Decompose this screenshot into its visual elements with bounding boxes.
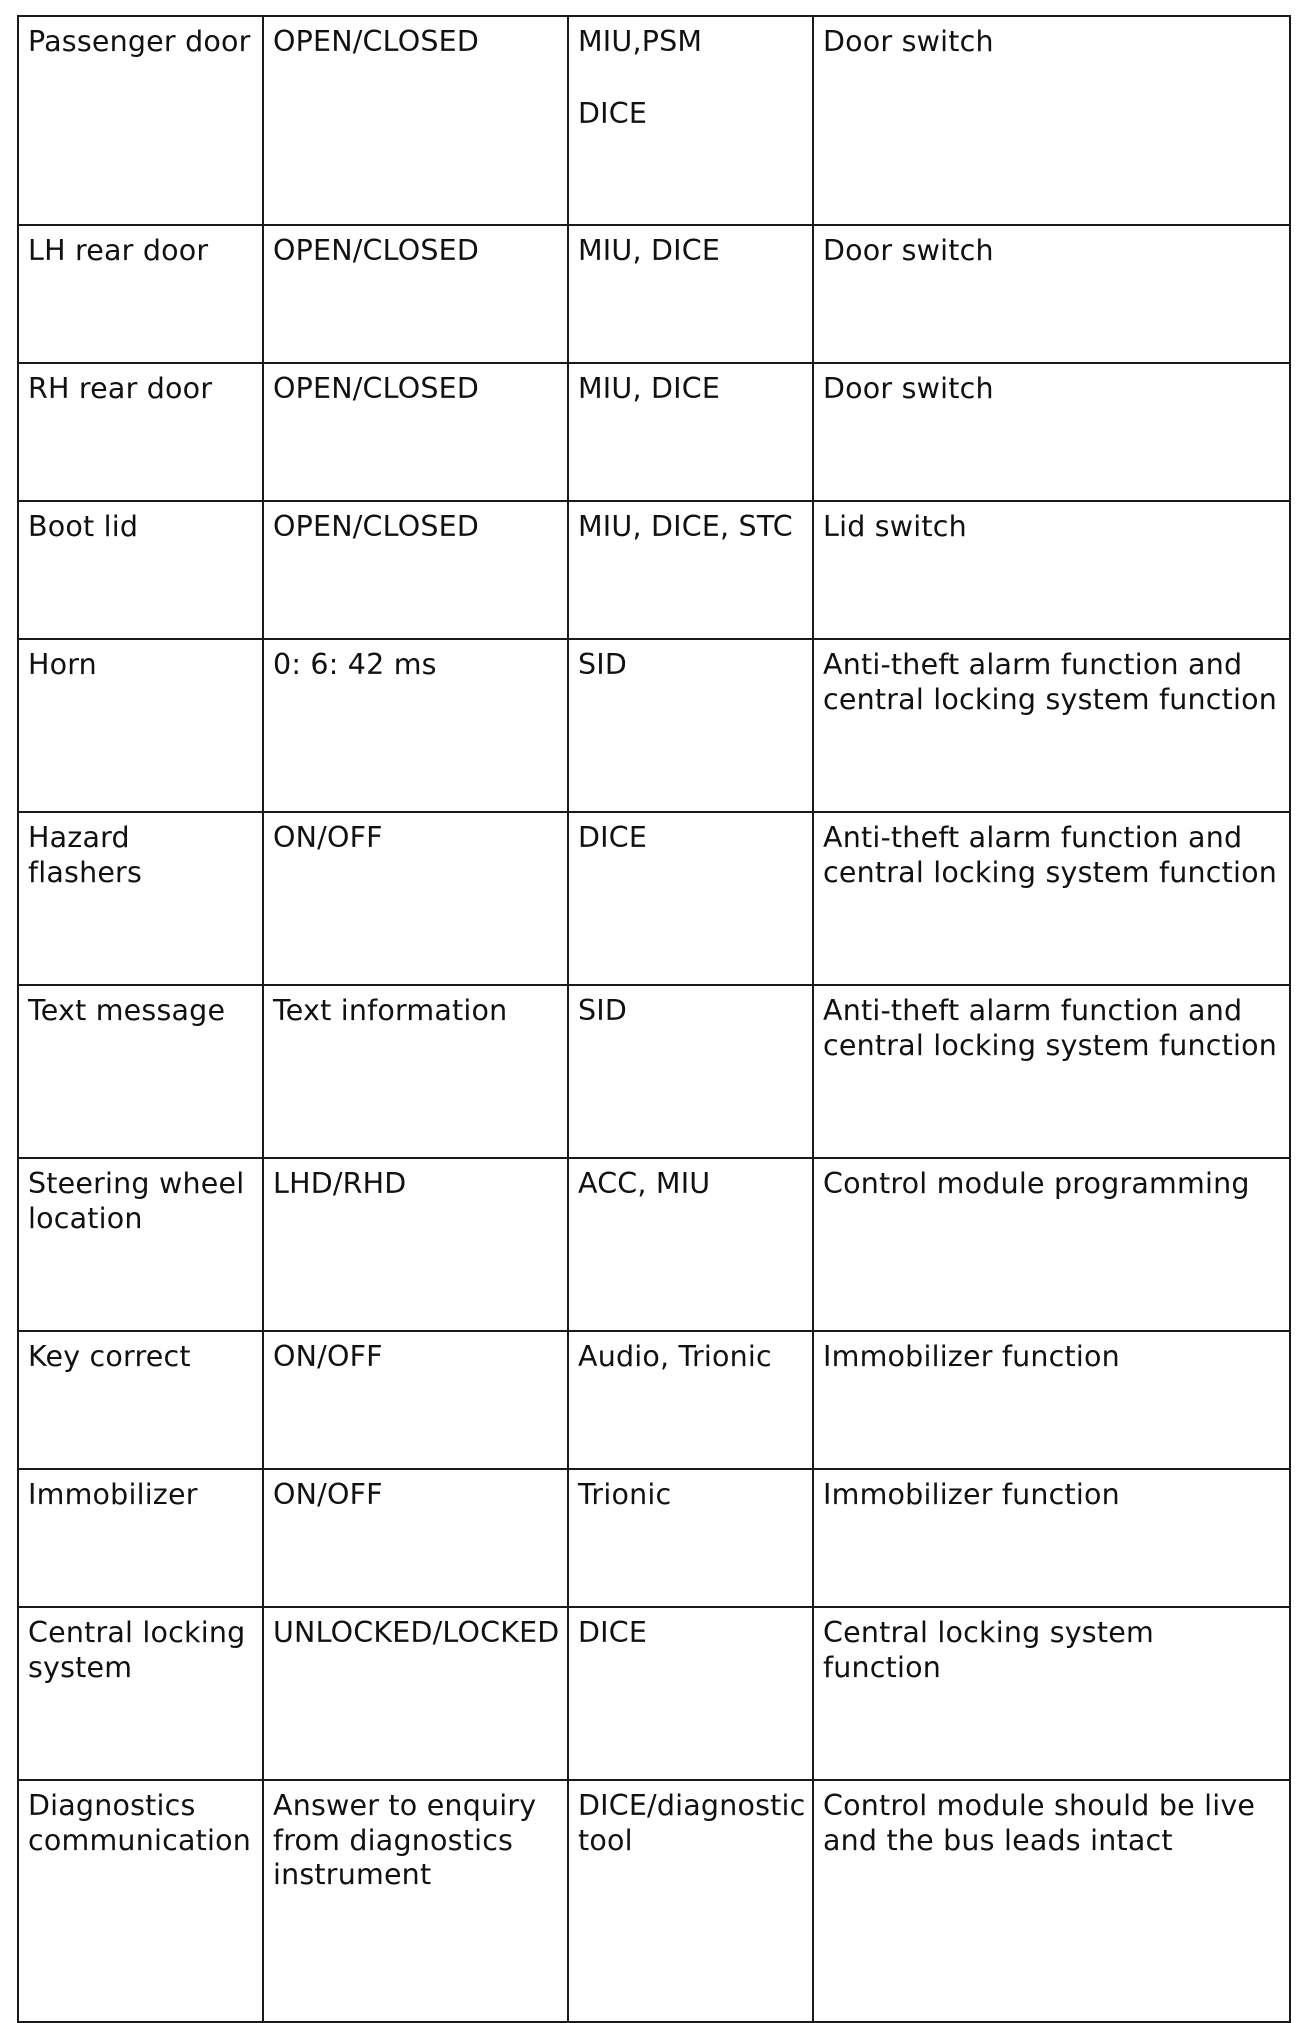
cell-text: Door switch xyxy=(823,25,994,58)
signal-cell xyxy=(18,1331,263,1469)
cell-text: Central locking system function xyxy=(823,1616,1154,1684)
table-row xyxy=(18,1331,1290,1469)
values-cell xyxy=(263,225,568,363)
cell-text: Anti-theft alarm function and xyxy=(823,648,1243,681)
values-cell xyxy=(263,639,568,812)
cell-text: from diagnostics xyxy=(273,1823,514,1857)
table-row xyxy=(18,812,1290,985)
table-row xyxy=(18,1469,1290,1607)
cell-text: tool xyxy=(578,1823,633,1857)
cell-text: Lid switch xyxy=(823,510,967,543)
signal-table xyxy=(17,15,1291,2023)
cell-text: Anti-theft alarm function and xyxy=(823,821,1243,854)
values-cell xyxy=(263,501,568,639)
cell-text: ACC, MIU xyxy=(578,1167,711,1200)
signal-cell xyxy=(18,985,263,1158)
cell-text: ON/OFF xyxy=(273,1478,383,1511)
source-cell xyxy=(813,363,1290,501)
cell-text: central locking system function xyxy=(823,682,1277,716)
source-cell xyxy=(813,985,1290,1158)
cell-text: DICE xyxy=(578,96,648,130)
cell-text: Audio, Trionic xyxy=(578,1340,772,1373)
cell-text: MIU, DICE xyxy=(578,372,721,405)
cell-text: Boot lid xyxy=(28,510,139,543)
cell-text: Trionic xyxy=(578,1478,672,1511)
signal-cell xyxy=(18,812,263,985)
cell-text: Diagnostics xyxy=(28,1789,196,1822)
values-cell xyxy=(263,1331,568,1469)
cell-text: ON/OFF xyxy=(273,1340,383,1373)
table-row xyxy=(18,16,1290,225)
signal-cell xyxy=(18,1780,263,2022)
cell-text: DICE/diagnostic xyxy=(578,1789,806,1822)
source-cell xyxy=(813,16,1290,225)
signal-cell xyxy=(18,639,263,812)
cell-text: communication xyxy=(28,1823,252,1857)
cell-text: Text message xyxy=(28,994,226,1027)
values-cell xyxy=(263,1469,568,1607)
cell-text: DICE xyxy=(578,1616,648,1649)
source-cell xyxy=(813,1780,1290,2022)
cell-text: LHD/RHD xyxy=(273,1167,407,1200)
signal-cell xyxy=(18,363,263,501)
table-row xyxy=(18,225,1290,363)
cell-text: Hazard flashers xyxy=(28,821,143,889)
cell-text: system xyxy=(28,1650,133,1684)
cell-text: Door switch xyxy=(823,372,994,405)
cell-text: MIU, DICE xyxy=(578,234,721,267)
cell-text: UNLOCKED/LOCKED xyxy=(273,1616,560,1649)
source-cell xyxy=(813,1469,1290,1607)
cell-text: DICE xyxy=(578,821,648,854)
nodes-cell xyxy=(568,501,813,639)
cell-text: Door switch xyxy=(823,234,994,267)
source-cell xyxy=(813,812,1290,985)
cell-text: Text information xyxy=(273,994,508,1027)
cell-text: SID xyxy=(578,994,628,1027)
nodes-cell xyxy=(568,1780,813,2022)
source-cell xyxy=(813,501,1290,639)
table-row xyxy=(18,1780,1290,2022)
cell-text: instrument xyxy=(273,1858,432,1891)
table-row xyxy=(18,1158,1290,1331)
table-row xyxy=(18,363,1290,501)
cell-text: OPEN/CLOSED xyxy=(273,510,479,543)
signal-cell xyxy=(18,1158,263,1331)
source-cell xyxy=(813,1158,1290,1331)
cell-text: MIU, DICE, STC xyxy=(578,510,793,543)
cell-text: Steering wheel xyxy=(28,1167,245,1200)
cell-text: ON/OFF xyxy=(273,821,383,854)
cell-text: Immobilizer function xyxy=(823,1340,1120,1373)
nodes-cell xyxy=(568,1607,813,1780)
cell-text: SID xyxy=(578,648,628,681)
cell-text: OPEN/CLOSED xyxy=(273,372,479,405)
cell-text: location xyxy=(28,1201,143,1235)
cell-text: central locking system function xyxy=(823,1028,1277,1062)
cell-text: Control module should be live xyxy=(823,1789,1256,1822)
nodes-cell xyxy=(568,639,813,812)
signal-cell xyxy=(18,501,263,639)
nodes-cell xyxy=(568,1331,813,1469)
nodes-cell xyxy=(568,1158,813,1331)
signal-cell xyxy=(18,16,263,225)
cell-text: Control module programming xyxy=(823,1167,1250,1200)
table-row xyxy=(18,639,1290,812)
cell-text: Horn xyxy=(28,648,97,681)
source-cell xyxy=(813,639,1290,812)
nodes-cell xyxy=(568,16,813,225)
values-cell xyxy=(263,1780,568,2022)
signal-cell xyxy=(18,1607,263,1780)
nodes-cell xyxy=(568,363,813,501)
cell-text: OPEN/CLOSED xyxy=(273,25,479,58)
cell-text: central locking system function xyxy=(823,855,1277,889)
table-row xyxy=(18,1607,1290,1780)
cell-text: 0: 6: 42 ms xyxy=(273,648,437,681)
cell-text: Anti-theft alarm function and xyxy=(823,994,1243,1027)
cell-text: Immobilizer xyxy=(28,1478,198,1511)
cell-text: Central locking xyxy=(28,1616,246,1649)
source-cell xyxy=(813,225,1290,363)
values-cell xyxy=(263,812,568,985)
cell-text: LH rear door xyxy=(28,234,209,267)
values-cell xyxy=(263,1607,568,1780)
cell-text: MIU,PSM xyxy=(578,25,703,58)
cell-text: OPEN/CLOSED xyxy=(273,234,479,267)
source-cell xyxy=(813,1331,1290,1469)
nodes-cell xyxy=(568,225,813,363)
cell-text: RH rear door xyxy=(28,372,213,405)
table-row xyxy=(18,501,1290,639)
signal-cell xyxy=(18,225,263,363)
signal-cell xyxy=(18,1469,263,1607)
cell-text: Answer to enquiry xyxy=(273,1789,537,1822)
nodes-cell xyxy=(568,1469,813,1607)
values-cell xyxy=(263,985,568,1158)
table-row xyxy=(18,985,1290,1158)
values-cell xyxy=(263,16,568,225)
cell-text: and the bus leads intact xyxy=(823,1823,1173,1857)
nodes-cell xyxy=(568,812,813,985)
cell-text: Passenger door xyxy=(28,25,251,58)
source-cell xyxy=(813,1607,1290,1780)
nodes-cell xyxy=(568,985,813,1158)
values-cell xyxy=(263,363,568,501)
cell-text: Immobilizer function xyxy=(823,1478,1120,1511)
cell-text: Key correct xyxy=(28,1340,191,1373)
values-cell xyxy=(263,1158,568,1331)
